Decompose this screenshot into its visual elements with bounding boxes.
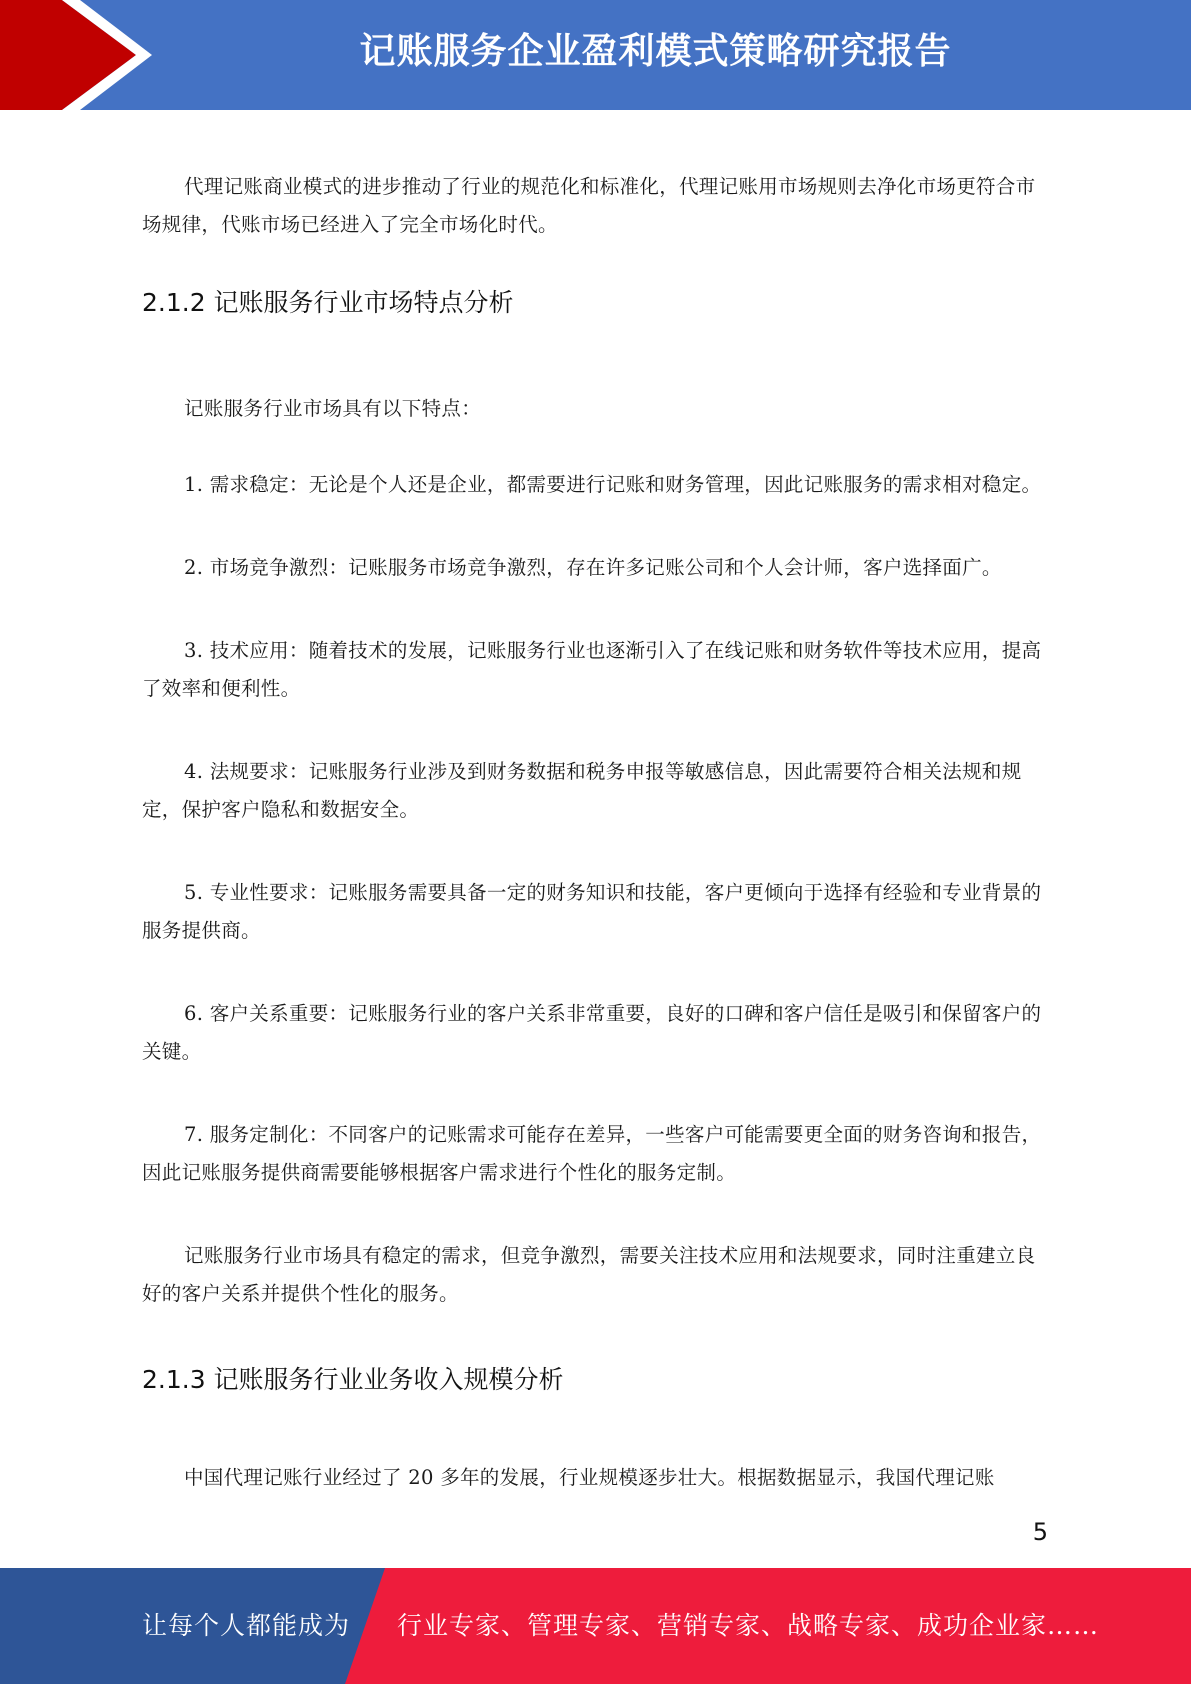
list-item: 2. 市场竞争激烈：记账服务市场竞争激烈，存在许多记账公司和个人会计师，客户选择面广。 xyxy=(184,556,1002,579)
list-item: 1. 需求稳定：无论是个人还是企业，都需要进行记账和财务管理，因此记账服务的需求相对稳定。 xyxy=(184,473,1042,496)
page-footer xyxy=(0,1568,1191,1684)
summary-paragraph: 记账服务行业市场具有稳定的需求，但竞争激烈，需要关注技术应用和法规要求，同时注重建立良好的客户关系并提供个性化的服务。 xyxy=(142,1244,1036,1305)
list-item: 6. 客户关系重要：记账服务行业的客户关系非常重要，良好的口碑和客户信任是吸引和保留客户的关键。 xyxy=(142,1002,1042,1063)
page-number: 5 xyxy=(1032,1518,1048,1546)
section-lead-paragraph: 中国代理记账行业经过了 20 多年的发展，行业规模逐步壮大。根据数据显示，我国代理记账 xyxy=(184,1466,995,1489)
list-item: 4. 法规要求：记账服务行业涉及到财务数据和税务申报等敏感信息，因此需要符合相关法规和规定，保护客户隐私和数据安全。 xyxy=(142,760,1022,821)
list-item: 3. 技术应用：随着技术的发展，记账服务行业也逐渐引入了在线记账和财务软件等技术应用，提高了效率和便利性。 xyxy=(142,639,1042,700)
header-chevron-decoration xyxy=(0,0,160,110)
section-lead-paragraph: 记账服务行业市场具有以下特点： xyxy=(184,397,482,420)
section-heading-2-1-2: 2.1.2 记账服务行业市场特点分析 xyxy=(142,288,514,317)
document-body xyxy=(142,168,1050,1542)
page-header xyxy=(0,0,1191,110)
intro-paragraph: 代理记账商业模式的进步推动了行业的规范化和标准化，代理记账用市场规则去净化市场更符合市场规律，代账市场已经进入了完全市场化时代。 xyxy=(142,175,1036,236)
list-item: 7. 服务定制化：不同客户的记账需求可能存在差异，一些客户可能需要更全面的财务咨询和报告，因此记账服务提供商需要能够根据客户需求进行个性化的服务定制。 xyxy=(142,1123,1042,1184)
footer-slogan-right: 行业专家、管理专家、营销专家、战略专家、成功企业家…… xyxy=(397,1611,1100,1640)
section-heading-2-1-3: 2.1.3 记账服务行业业务收入规模分析 xyxy=(142,1365,564,1394)
document-title: 记账服务企业盈利模式策略研究报告 xyxy=(359,31,952,72)
footer-slogan-left: 让每个人都能成为 xyxy=(142,1611,351,1640)
list-item: 5. 专业性要求：记账服务需要具备一定的财务知识和技能，客户更倾向于选择有经验和专业背景的服务提供商。 xyxy=(142,881,1042,942)
